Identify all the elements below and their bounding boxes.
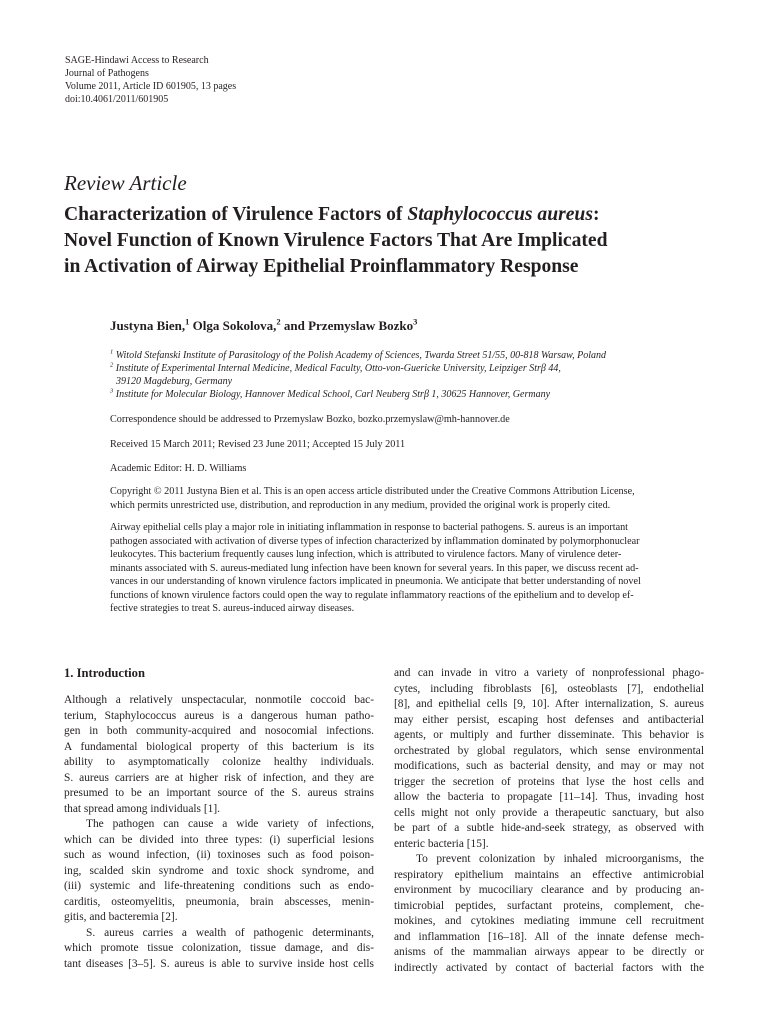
- abstract-line: vances in our understanding of known virulence factors implicated in pneumonia. We anticipate that better understanding of novel: [110, 576, 641, 587]
- abstract-line: Airway epithelial cells play a major role in initiating inflammation in response to bacterial pathogens. S. aureus is an important: [110, 522, 629, 533]
- body-line: trigger the secretion of proteins that lyse the host cells and: [394, 775, 704, 788]
- section-heading-introduction: 1. Introduction: [64, 666, 145, 680]
- body-line: which can be divided into three types: (i) superficial lesions: [64, 833, 374, 846]
- body-line: [8], and epithelial cells [9, 10]. After internalization, S. aureus: [394, 698, 704, 710]
- title-line2: Novel Function of Known Virulence Factors That Are Implicated: [64, 230, 608, 251]
- title-species-name: Staphylococcus aureus: [407, 204, 593, 225]
- affil-marker: 1: [110, 348, 114, 356]
- body-line: modifications, such as bacterial density, and may or may not: [394, 760, 704, 772]
- author-name: and Przemyslaw Bozko: [280, 318, 414, 333]
- body-line: may either persist, escaping host defenses and antibacterial: [394, 713, 704, 726]
- body-line: gitis, and bacteremia [2].: [64, 911, 178, 923]
- title-line3: in Activation of Airway Epithelial Proinflammatory Response: [64, 256, 579, 277]
- body-line: timicrobial peptides, surfactant proteins, complement, che-: [394, 899, 704, 912]
- author-name: Justyna Bien,: [110, 318, 186, 333]
- copyright-line: which permits unrestricted use, distribution, and reproduction in any medium, provided the original work is properly cited.: [110, 499, 611, 511]
- abstract-line: pathogen associated with activation of diverse types of infection characterized by inflammation dominated by polymorphonuclear: [110, 535, 640, 547]
- affil-text: 39120 Magdeburg, Germany: [116, 376, 233, 387]
- affiliation-item: [110, 388, 606, 401]
- body-line: gen in both community-acquired and nosocomial infections.: [64, 725, 374, 737]
- body-line: S. aureus carries a wealth of pathogenic determinants,: [86, 926, 374, 939]
- affil-text: Institute of Experimental Internal Medicine, Medical Faculty, Otto-von-Guericke University, Leipziger Strβ 44,: [113, 363, 561, 374]
- right-column: [394, 666, 704, 976]
- title-line1-part1: Characterization of Virulence Factors of: [64, 204, 408, 225]
- body-line: carditis, osteomyelitis, pneumonia, brain abscesses, menin-: [64, 895, 374, 908]
- affil-marker: 2: [110, 361, 114, 369]
- copyright-notice: [110, 485, 706, 512]
- received-dates: Received 15 March 2011; Revised 23 June 2011; Accepted 15 July 2011: [110, 439, 406, 450]
- journal-name: Journal of Pathogens: [65, 68, 149, 79]
- abstract-line: minants associated with S. aureus-mediated lung infection have been known for several years. In this paper, we discuss recent ad-: [110, 562, 639, 574]
- abstract-line: fective strategies to treat S. aureus-induced airway diseases.: [110, 603, 355, 614]
- copyright-line: Copyright © 2011 Justyna Bien et al. This is an open access article distributed under the Creative Commons Attribution License,: [110, 486, 635, 497]
- body-line: that spread among individuals [1].: [64, 802, 220, 815]
- body-line: To prevent colonization by inhaled microorganisms, the: [416, 853, 704, 865]
- affiliation-item: [110, 349, 606, 362]
- body-line: A fundamental biological property of this bacterium is its: [64, 740, 374, 753]
- body-line: anisms of the mammalian airways appear to be directly or: [394, 946, 704, 958]
- body-line: indirectly activated by contact of bacterial factors with the: [394, 961, 704, 974]
- body-line: ing, scalded skin syndrome and toxic shock syndrome, and: [64, 864, 374, 877]
- body-line: mokines, and cytokines mediating immune cell recruitment: [394, 915, 704, 927]
- body-line: which promote tissue colonization, tissue damage, and dis-: [64, 942, 374, 954]
- body-line: enteric bacteria [15].: [394, 837, 489, 850]
- body-line: terium, Staphylococcus aureus is a dangerous human patho-: [64, 709, 374, 722]
- author-affil-marker: 3: [413, 316, 418, 327]
- body-line: such as wound infection, (ii) toxinoses such as food poison-: [64, 849, 374, 861]
- academic-editor: Academic Editor: H. D. Williams: [110, 463, 247, 474]
- body-line: orchestrated by global regulators, which sense environmental: [394, 744, 704, 757]
- body-line: The pathogen can cause a wide variety of infections,: [86, 818, 374, 830]
- body-line: and can invade in vitro a variety of nonprofessional phago-: [394, 667, 704, 679]
- body-line: environment by mucociliary clearance and by producing an-: [394, 884, 704, 896]
- author-list: [110, 318, 417, 334]
- body-line: cells might not only provide a therapeutic sanctuary, but also: [394, 806, 704, 819]
- affiliation-item: [110, 375, 606, 388]
- left-column: [64, 666, 374, 972]
- body-line: agents, or multiply and further disseminate. This behavior is: [394, 729, 704, 741]
- affil-marker: 3: [110, 387, 114, 395]
- author-affil-marker: 1: [185, 316, 190, 327]
- journal-header: [65, 54, 236, 106]
- correspondence: Correspondence should be addressed to Przemyslaw Bozko, bozko.przemyslaw@mh-hannover.de: [110, 414, 510, 425]
- doi-line: doi:10.4061/2011/601905: [65, 94, 169, 105]
- body-line: be part of a subtle hide-and-seek strategy, as observed with: [394, 822, 704, 834]
- affiliations: [110, 349, 606, 401]
- title-line1-part2: :: [592, 204, 600, 225]
- author-affil-marker: 2: [276, 316, 281, 327]
- body-line: and inflammation [16–18]. All of the innate defense mech-: [394, 930, 704, 943]
- body-line: respiratory epithelium maintains an effective antimicrobial: [394, 868, 704, 881]
- affil-text: Witold Stefanski Institute of Parasitology of the Polish Academy of Sciences, Twarda Street 51/55, 00-818 Warsaw, Poland: [113, 350, 606, 361]
- abstract: [110, 521, 706, 616]
- affil-text: Institute for Molecular Biology, Hannover Medical School, Carl Neuberg Strβ 1, 30625 Hannover, Germany: [113, 389, 551, 400]
- author-name: Olga Sokolova,: [189, 318, 277, 333]
- article-title: [64, 202, 608, 280]
- abstract-line: functions of known virulence factors could open the way to regulate inflammatory reactions of the epithelium and to develop ef-: [110, 589, 634, 601]
- body-line: cytes, including fibroblasts [6], osteoblasts [7], endothelial: [394, 682, 704, 695]
- publisher-line: SAGE-Hindawi Access to Research: [65, 55, 209, 66]
- body-line: tant diseases [3–5]. S. aureus is able to survive inside host cells: [64, 957, 374, 970]
- body-line: ability to asymptomatically colonize healthy individuals.: [64, 756, 374, 768]
- volume-line: Volume 2011, Article ID 601905, 13 pages: [65, 81, 237, 92]
- body-line: allow the bacteria to propagate [11–14]. Thus, invading host: [394, 791, 704, 803]
- body-line: Although a relatively unspectacular, nonmotile coccoid bac-: [64, 694, 374, 706]
- body-line: (iii) systemic and life-threatening conditions such as endo-: [64, 880, 374, 892]
- body-line: S. aureus carriers are at higher risk of infection, and they are: [64, 771, 374, 784]
- article-type: Review Article: [64, 171, 187, 195]
- body-line: presumed to be an important source of the S. aureus strains: [64, 787, 374, 799]
- affiliation-item: [110, 362, 606, 375]
- abstract-line: leukocytes. This bacterium frequently causes lung infection, which is attributed to virulence factors. Many of virulence deter-: [110, 549, 622, 560]
